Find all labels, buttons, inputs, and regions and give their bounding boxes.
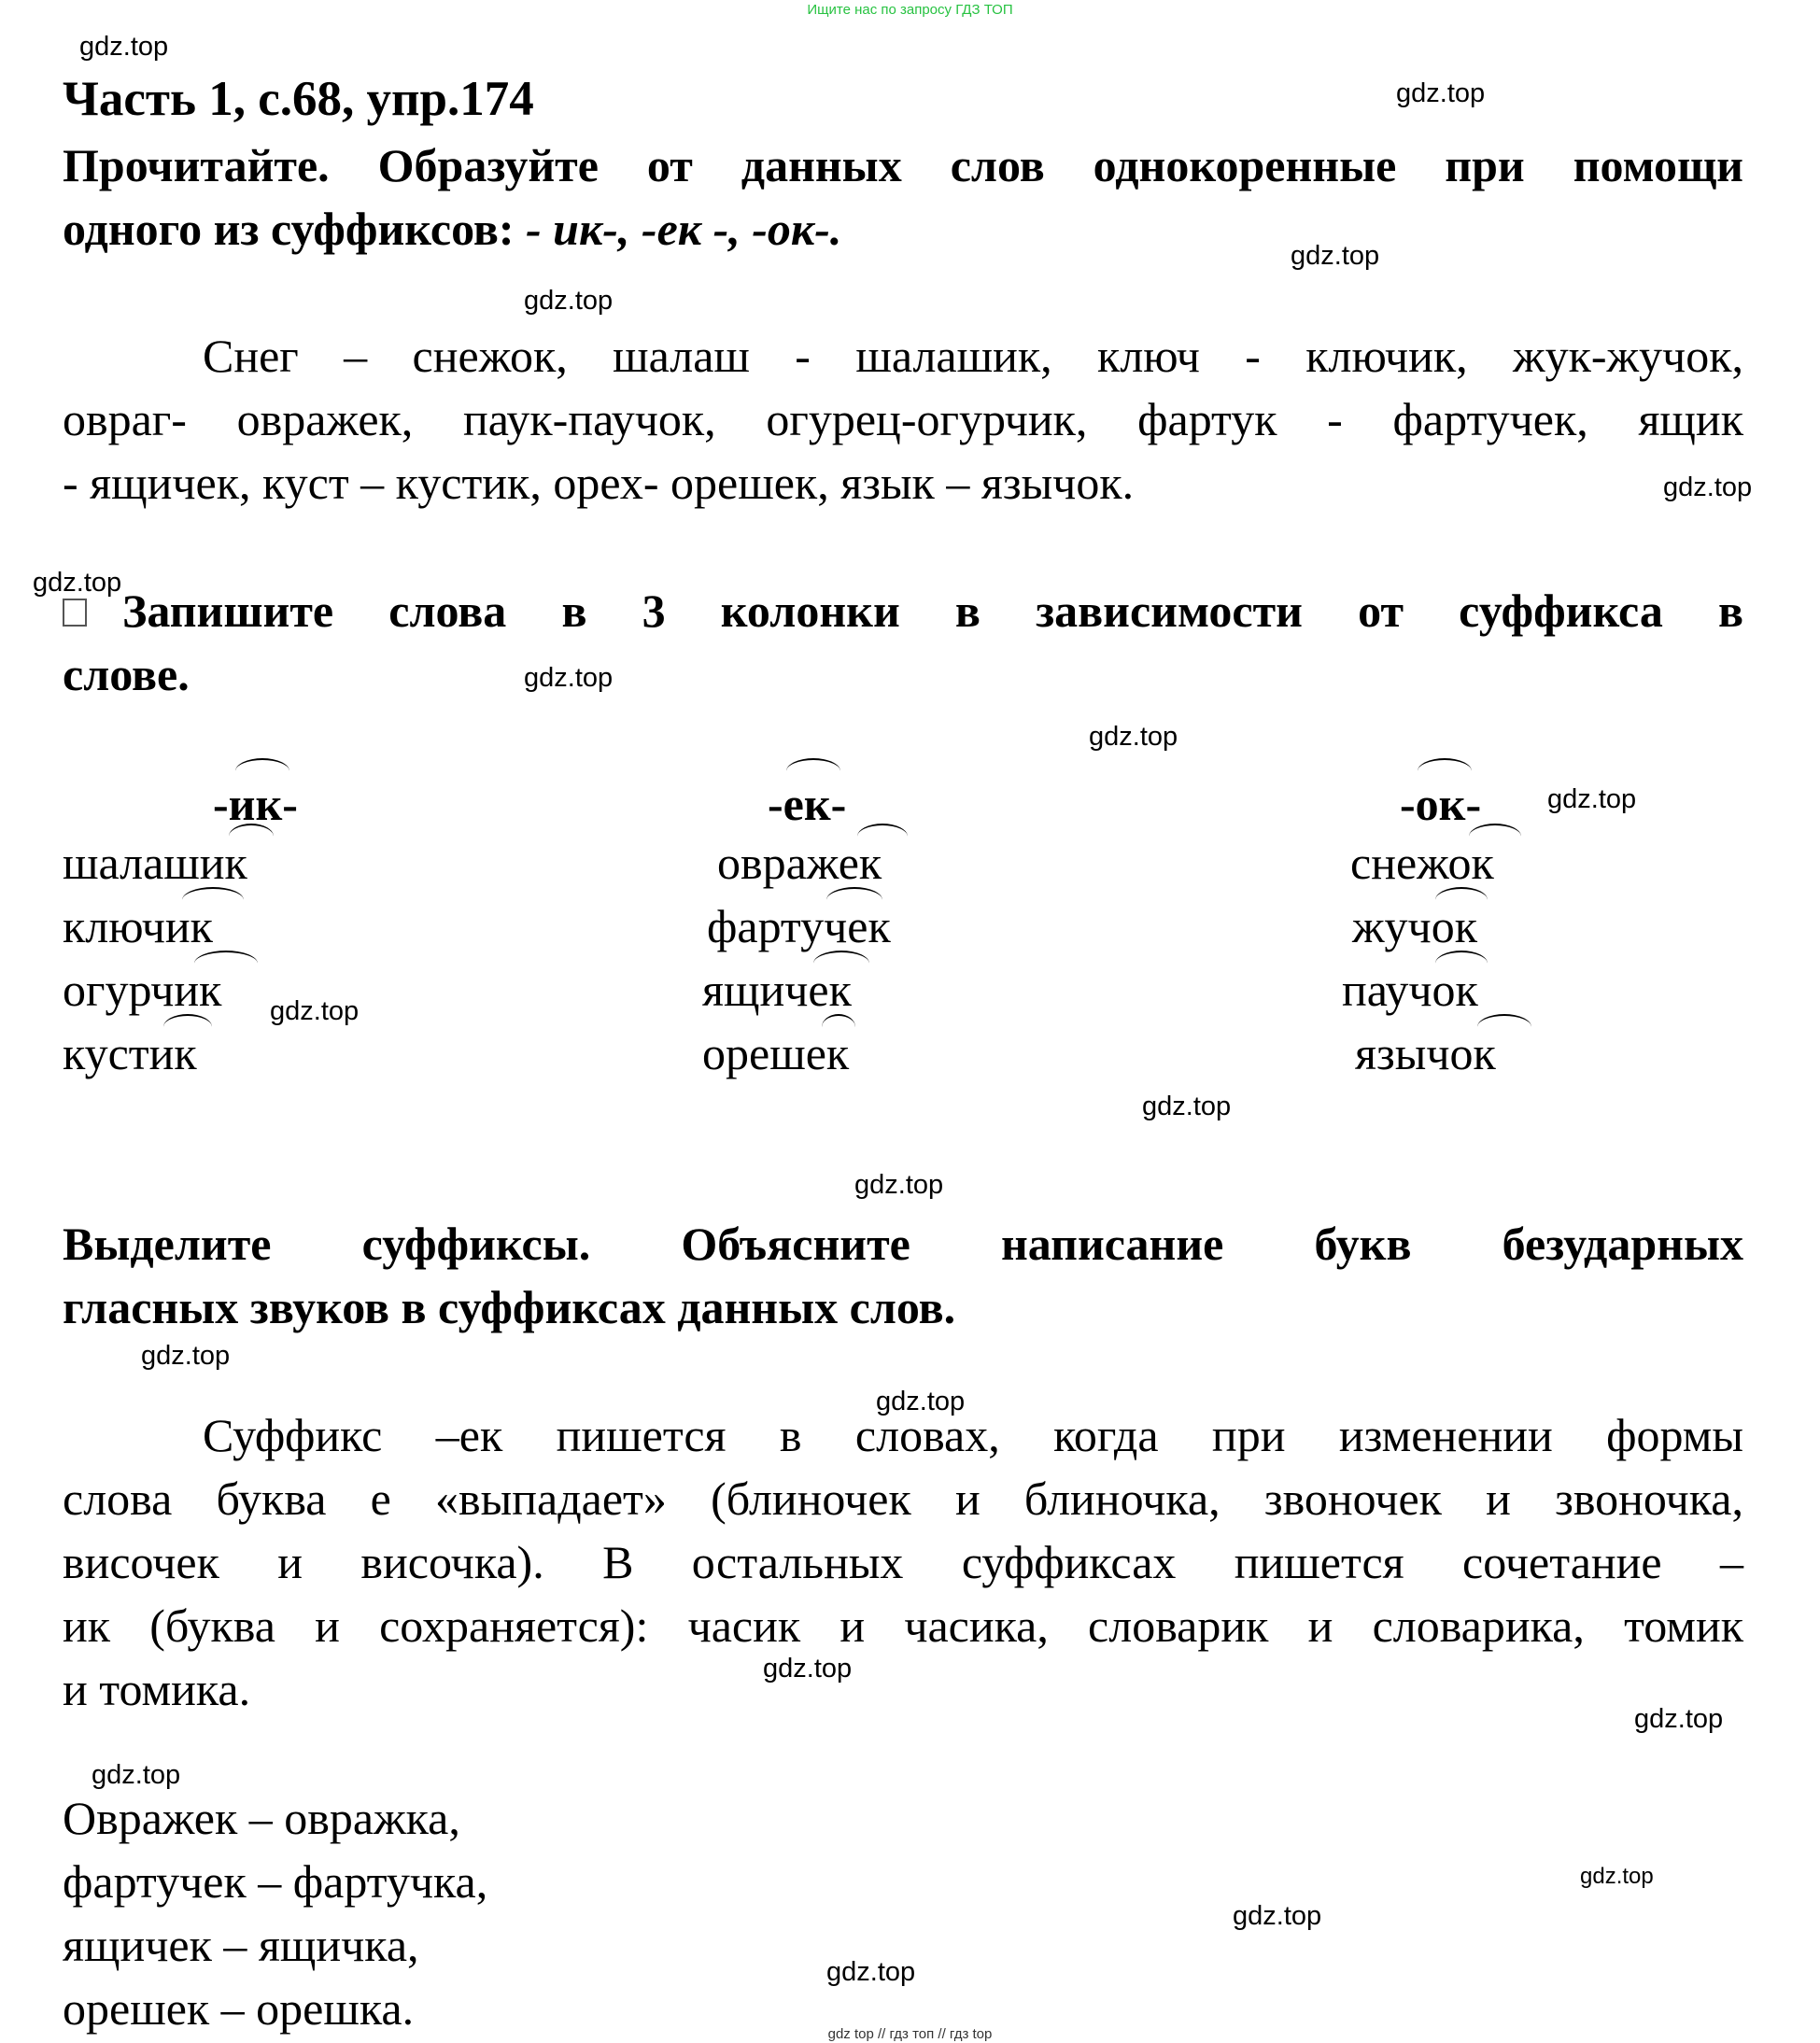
watermark: gdz.top <box>1547 784 1637 814</box>
watermark: gdz.top <box>1291 241 1380 271</box>
suffix-arc <box>786 758 840 771</box>
column-header-ok: -ок- <box>1400 778 1482 830</box>
answer3-line1: Суффикс –ек пишется в словах, когда при изменении формы <box>203 1409 1743 1461</box>
watermark: gdz.top <box>1396 78 1486 108</box>
watermark: gdz.top <box>1663 472 1753 502</box>
watermark: gdz.top <box>270 996 360 1026</box>
footer-links: gdz top // гдз топ // гдз top <box>827 2026 993 2042</box>
column-header-ek: -ек- <box>768 778 847 830</box>
answer1-line1: Снег – снежок, шалаш - шалашик, ключ - ключик, жук-жучок, <box>203 330 1743 382</box>
task3-line2: гласных звуков в суффиксах данных слов. <box>63 1281 956 1333</box>
watermark: gdz.top <box>854 1170 944 1200</box>
column-word: кустик <box>63 1027 197 1079</box>
example-line: орешек – орешка. <box>63 1982 415 2035</box>
task1-suffixes: - ик-, -ек -, -ок-. <box>525 203 842 255</box>
watermark: gdz.top <box>92 1760 181 1790</box>
answer1-line2: овраг- овражек, паук-паучок, огурец-огурчик, фартук - фартучек, ящик <box>63 393 1743 445</box>
task2-line1-text: Запишите слова в 3 колонки в зависимости от суффикса в <box>122 585 1743 637</box>
example-line: ящичек – ящичка, <box>63 1919 419 1971</box>
answer3-line5: и томика. <box>63 1663 251 1715</box>
column-word: фартучек <box>707 900 891 952</box>
page-title: Часть 1, с.68, упр.174 <box>63 72 534 126</box>
task1-line2 <box>63 197 1743 261</box>
suffix-arc <box>1418 758 1472 771</box>
column-word: шалашик <box>63 837 247 889</box>
task1-line1: Прочитайте. Образуйте от данных слов однокоренные при помощи <box>63 139 1743 191</box>
column-word: овражек <box>717 837 882 889</box>
answer3-line3: височек и височка). В остальных суффиксах пишется сочетание – <box>63 1536 1743 1588</box>
watermark: gdz.top <box>33 568 122 598</box>
watermark: gdz.top <box>763 1654 853 1684</box>
watermark: gdz.top <box>524 663 614 693</box>
watermark: gdz.top <box>876 1387 966 1416</box>
watermark: gdz.top <box>1634 1704 1724 1734</box>
column-word: жучок <box>1352 900 1477 952</box>
column-word: снежок <box>1350 837 1494 889</box>
column-word: паучок <box>1342 964 1478 1016</box>
task1-line2-text: одного из суффиксов: <box>63 203 526 255</box>
watermark: gdz.top <box>79 32 169 62</box>
task2-line1 <box>63 579 1743 642</box>
checkbox-icon <box>63 599 87 627</box>
answer3-line2: слова буква е «выпадает» (блиночек и блиночка, звоночек и звоночка, <box>63 1472 1743 1525</box>
watermark: gdz.top <box>1233 1901 1322 1931</box>
example-line: Овражек – овражка, <box>63 1792 460 1844</box>
watermark: gdz.top <box>524 286 614 316</box>
answer3-line4: ик (буква и сохраняется): часик и часика, словарик и словарика, томик <box>63 1599 1743 1652</box>
column-word: ключик <box>63 900 213 952</box>
example-line: фартучек – фартучка, <box>63 1855 488 1908</box>
task3-line1: Выделите суффиксы. Объясните написание букв безударных <box>63 1218 1743 1270</box>
top-banner: Ищите нас по запросу ГДЗ ТОП <box>807 2 1013 18</box>
column-word: язычок <box>1355 1027 1496 1079</box>
column-word: огурчик <box>63 964 222 1016</box>
watermark: gdz.top <box>826 1957 916 1987</box>
watermark: gdz.top <box>1089 722 1178 752</box>
task2-line2: слове. <box>63 648 190 700</box>
column-header-ik: -ик- <box>213 778 298 830</box>
column-word: орешек <box>702 1027 850 1079</box>
watermark: gdz.top <box>1580 1864 1654 1889</box>
column-word: ящичек <box>702 964 852 1016</box>
suffix-arc <box>235 758 289 771</box>
answer1-line3: - ящичек, куст – кустик, орех- орешек, язык – язычок. <box>63 457 1135 509</box>
watermark: gdz.top <box>1142 1092 1232 1121</box>
watermark: gdz.top <box>141 1341 231 1371</box>
